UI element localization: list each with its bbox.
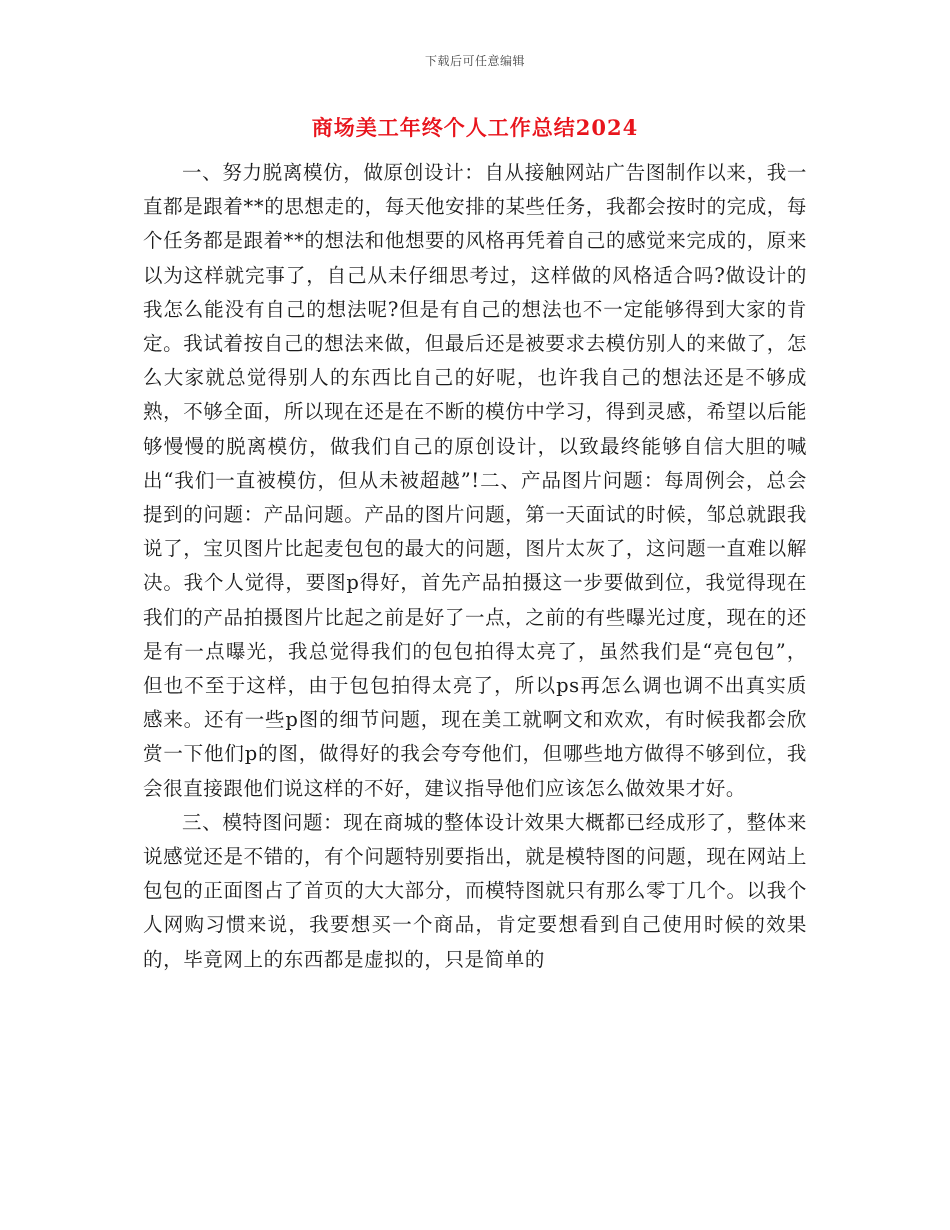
document-body	[143, 156, 807, 977]
document-title: 商场美工年终个人工作总结2024	[311, 115, 639, 140]
header-note: 下载后可任意编辑	[424, 54, 525, 68]
paragraph-1: 一、努力脱离模仿，做原创设计：自从接触网站广告图制作以来，我一直都是跟着**的思想走的，每天他安排的某些任务，我都会按时的完成，每个任务都是跟着**的想法和他想要的风格再凭着自己的感觉来完成的，原来以为这样就完事了，自己从未仔细思考过，这样做的风格适合吗?做设计的我怎么能没有自己的想法呢?但是有自己的想法也不一定能够得到大家的肯定。我试着按自己的想法来做，但最后还是被要求去模仿别人的来做了，怎么大家就总觉得别人的东西比自己的好呢，也许我自己的想法还是不够成熟，不够全面，所以现在还是在不断的模仿中学习，得到灵感，希望以后能够慢慢的脱离模仿，做我们自己的原创设计，以致最终能够自信大胆的喊出“我们一直被模仿，但从未被超越”!二、产品图片问题：每周例会，总会提到的问题：产品问题。产品的图片问题，第一天面试的时候，邹总就跟我说了，宝贝图片比起麦包包的最大的问题，图片太灰了，这问题一直难以解决。我个人觉得，要图p得好，首先产品拍摄这一步要做到位，我觉得现在我们的产品拍摄图片比起之前是好了一点，之前的有些曝光过度，现在的还是有一点曝光，我总觉得我们的包包拍得太亮了，虽然我们是“亮包包”，但也不至于这样，由于包包拍得太亮了，所以ps再怎么调也调不出真实质感来。还有一些p图的细节问题，现在美工就啊文和欢欢，有时候我都会欣赏一下他们p的图，做得好的我会夸夸他们，但哪些地方做得不够到位，我会很直接跟他们说这样的不好，建议指导他们应该怎么做效果才好。	[143, 161, 807, 800]
paragraph-2: 三、模特图问题：现在商城的整体设计效果大概都已经成形了，整体来说感觉还是不错的，有个问题特别要指出，就是模特图的问题，现在网站上包包的正面图占了首页的大大部分，而模特图就只有那么零丁几个。以我个人网购习惯来说，我要想买一个商品，肯定要想看到自己使用时候的效果的，毕竟网上的东西都是虚拟的，只是简单的	[143, 810, 807, 971]
